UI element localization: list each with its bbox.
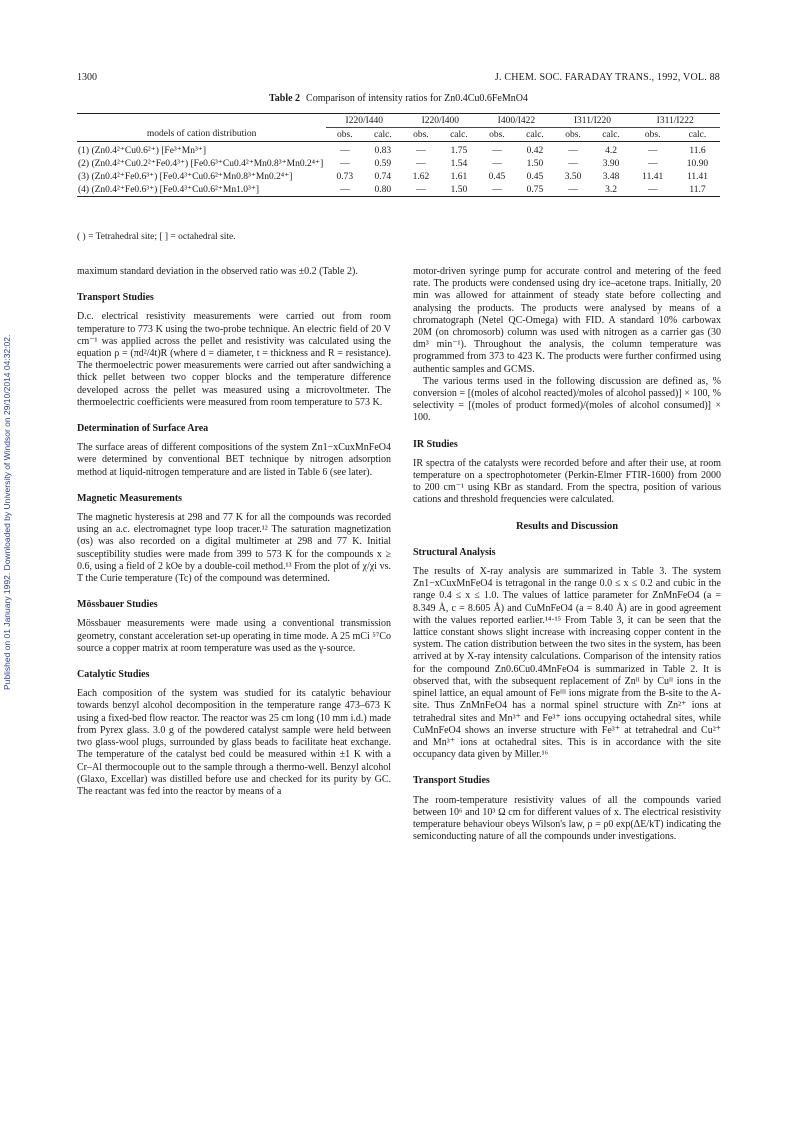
value-cell: 3.48 [602, 171, 620, 182]
major-section-heading: Results and Discussion [515, 520, 619, 532]
value-cell: — [568, 158, 578, 169]
value-cell: 1.50 [526, 158, 544, 169]
value-cell: — [326, 183, 363, 197]
value-cell: — [630, 183, 674, 197]
sub-header: obs. [554, 128, 591, 142]
value-cell: 3.90 [602, 158, 620, 169]
value-cell: — [647, 158, 658, 169]
sub-header: calc. [675, 128, 720, 142]
value-cell: 1.62 [412, 171, 430, 182]
left-column [77, 266, 391, 798]
value-cell: 11.41 [642, 171, 664, 182]
value-cell: 0.42 [526, 145, 544, 156]
models-header: models of cation distribution [77, 128, 326, 142]
value-cell: 4.2 [605, 145, 617, 156]
value-cell: 3.2 [592, 183, 631, 197]
value-cell: 1.54 [450, 158, 468, 169]
value-cell: 0.80 [363, 183, 402, 197]
value-cell: — [554, 183, 591, 197]
table-label: Table 2 [269, 93, 301, 104]
value-cell: — [647, 145, 658, 156]
sub-header: obs. [326, 128, 363, 142]
journal-citation: J. CHEM. SOC. FARADAY TRANS., 1992, VOL. 88 [494, 72, 720, 83]
section-heading: Mössbauer Studies [77, 599, 158, 611]
paragraph: maximum standard deviation in the observed ratio was ±0.2 (Table 2). [77, 266, 358, 277]
paragraph: motor-driven syringe pump for accurate control and metering of the feed rate. The products were condensed using dry ice–acetone traps. Initially, 20 min was allowed for attainment of steady state before collecting and analysing the products. The products were analysed by means of a chromatograph (Netel QC-Omega) with FID. A standard 10% carbowax 20M (on chromosorb) column was used with nitrogen as a carrier gas (30 dm³ min⁻¹). Throughout the analysis, the column temperature was programmed from 373 to 423 K. The products were further confirmed using authentic samples and GCMS. [413, 266, 721, 375]
sub-header: obs. [630, 128, 674, 142]
value-cell: 1.50 [439, 183, 478, 197]
value-cell: 11.6 [689, 145, 706, 156]
value-cell: — [492, 145, 502, 156]
sub-header: calc. [363, 128, 402, 142]
paragraph: The surface areas of different compositions of the system Zn1−xCuxMnFeO4 were determined by conventional BET technique by nitrogen adsorption method at liquid-nitrogen temperature and are listed in Table 6 (see later). [77, 442, 391, 478]
value-cell: 1.61 [450, 171, 468, 182]
sub-header: calc. [516, 128, 555, 142]
value-cell: — [568, 145, 578, 156]
model-cell: (4) (Zn0.4²⁺Fe0.6³⁺) [Fe0.4³⁺Cu0.6²⁺Mn1.0³⁺] [77, 183, 326, 197]
table-row [77, 183, 720, 197]
paragraph: The various terms used in the following discussion are defined as, % conversion = [(moles of alcohol reacted)/moles of alcohol passed)] × 100, % selectivity = [(moles of product formed)/(moles of alcohol consumed)] × 100. [413, 375, 721, 424]
download-watermark [2, 290, 18, 690]
table-footnote: ( ) = Tetrahedral site; [ ] = octahedral site. [77, 232, 236, 242]
section-heading: Catalytic Studies [77, 669, 150, 681]
sub-header: calc. [439, 128, 478, 142]
section-heading: Transport Studies [77, 292, 154, 304]
table-row [77, 144, 720, 157]
group-header: I220/I440 [326, 114, 402, 128]
sub-header: calc. [592, 128, 631, 142]
group-header: I400/I422 [478, 114, 554, 128]
download-note: Published on 01 January 1992. Downloaded by University of Windsor on 29/10/2014 04:32:02. [2, 334, 12, 690]
table-caption [77, 93, 720, 104]
value-cell: 0.45 [526, 171, 544, 182]
section-heading: IR Studies [413, 438, 458, 450]
value-cell: 1.75 [450, 145, 468, 156]
paragraph: The magnetic hysteresis at 298 and 77 K for all the compounds was recorded using an a.c. electromagnet type loop tracer.¹² The saturation magnetization (σs) was also recorded on a digital multimeter at 298 and 77 K. Initial susceptibility studies were made from 399 to 573 K for the compounds x ≥ 0.6, using a field of 2 kOe by a double-coil method.¹³ From the plot of χ/χi vs. T the Curie temperature (Tc) of the compound was determined. [77, 512, 391, 585]
value-cell: 11.41 [686, 171, 708, 182]
sub-header: obs. [402, 128, 439, 142]
value-cell: 0.75 [516, 183, 555, 197]
value-cell: — [478, 183, 515, 197]
value-cell: 3.50 [564, 171, 582, 182]
model-cell: (2) (Zn0.4²⁺Cu0.2²⁺Fe0.4³⁺) [Fe0.6³⁺Cu0.4²⁺Mn0.8³⁺Mn0.2⁴⁺] [78, 159, 324, 169]
value-cell: 0.74 [374, 171, 392, 182]
right-column [413, 266, 721, 843]
value-cell: 11.7 [675, 183, 720, 197]
model-cell: (3) (Zn0.4²⁺Fe0.6³⁺) [Fe0.4³⁺Cu0.6²⁺Mn0.8³⁺Mn0.2⁴⁺] [78, 172, 293, 182]
table-caption-text: Comparison of intensity ratios for Zn0.4Cu0.6FeMnO4 [306, 93, 528, 104]
intensity-ratio-table [77, 113, 720, 197]
section-heading: Transport Studies [413, 775, 490, 787]
paragraph: The room-temperature resistivity values of all the compounds varied between 10⁶ and 10³ Ω cm for different values of x. The electrical resistivity temperature behaviour obeys Wilson's law, ρ = ρ0 exp(ΔE/kT) indicating the semiconducting nature of all the compounds under investigations. [413, 794, 721, 843]
section-heading: Magnetic Measurements [77, 492, 183, 504]
value-cell: 10.90 [686, 158, 709, 169]
value-cell: — [416, 158, 426, 169]
table-row [77, 157, 720, 170]
section-heading: Structural Analysis [413, 546, 496, 558]
group-header: I220/I400 [402, 114, 478, 128]
value-cell: — [492, 158, 502, 169]
value-cell: 0.45 [488, 171, 506, 182]
value-cell: 0.73 [336, 171, 354, 182]
group-header: I311/I222 [630, 114, 720, 128]
paragraph: D.c. electrical resistivity measurements were carried out from room temperature to 773 K using the two-probe technique. An electric field of 20 V cm⁻¹ was applied across the pellet and resistivity was calculated using the equation ρ = (πd²/4t)R (where d = diameter, t = thickness and R = resistance). The thermoelectric power measurements were carried out after sandwiching a thick pellet between two copper blocks and the temperature difference developed across the pellet was measured using a microvoltmeter. The thermoelectric coefficients were measured from room temperature to 573 K. [77, 311, 391, 408]
sub-header: obs. [478, 128, 515, 142]
group-header: I311/I220 [554, 114, 630, 128]
value-cell: 0.59 [374, 158, 392, 169]
paragraph: IR spectra of the catalysts were recorded before and after their use, at room temperature on a spectrophotometer (Perkin-Elmer FTIR-1600) from 2000 to 200 cm⁻¹ using KBr as standard. From the spectra, position of various cations and threshold frequencies were calculated. [413, 457, 721, 506]
paragraph: The results of X-ray analysis are summarized in Table 3. The system Zn1−xCuxMnFeO4 is tetragonal in the range 0.0 ≤ x ≤ 0.2 and cubic in the range 0.4 ≤ x ≤ 1.0. The values of lattice parameter for ZnMnFeO4 (a = 8.349 Å, c = 8.605 Å) and CuMnFeO4 (a = 8.40 Å) are in good agreement with the values reported earlier.¹⁴·¹⁵ From Table 3, it can be seen that the lattice constant shows slight increase with increasing copper content in the system. The cation distribution between the two sites in the system, has been arrived at by X-ray intensity calculations. Comparison of the intensity ratios for the compound Zn0.6Cu0.4MnFeO4 is summarized in Table 2. It is observed that, with the subsequent replacement of Znᴵᴵ by Cuᴵᴵ ions in the spinel lattice, an equal amount of Feᴵᴵᴵ ions migrate from the B-site to the A-site. Thus ZnMnFeO4 has a normal spinel structure with Zn²⁺ ions at tetrahedral sites and Mn³⁺ and Fe³⁺ ions occupying octahedral sites, while CuMnFeO4 shows an inverse structure with Fe³⁺ at tetrahedral and Cu²⁺ and Mn³⁺ ions at octahedral sites. This is in accordance with the site occupancy data given by Miller.¹⁶ [413, 566, 721, 761]
page-number: 1300 [77, 72, 97, 83]
value-cell: 0.83 [374, 145, 392, 156]
value-cell: — [416, 145, 426, 156]
model-cell: (1) (Zn0.4²⁺Cu0.6²⁺) [Fe³⁺Mn³⁺] [78, 146, 207, 156]
paragraph: Each composition of the system was studied for its catalytic behaviour towards benzyl alcohol decomposition in the temperature range 473–673 K using a fixed-bed flow reactor. The reactor was 25 cm long (10 mm i.d.) made from Pyrex glass. 3.0 g of the powdered catalyst sample were held between two glass-wool plugs, surrounded by glass beads to facilitate heat exchange. The temperature of the catalyst bed could be measured within ±1 K with a Cr–Al thermocouple out to the sample through a thermo-well. Benzyl alcohol (Glaxo, Excellar) was distilled before use and checked for its purity by GC. The reactant was fed into the reactor by means of a [77, 688, 391, 797]
paragraph: Mössbauer measurements were made using a conventional transmission geometry, constant acceleration set-up operating in time mode. A 25 mCi ⁵⁷Co source a copper matrix at room temperature was used as the γ-source. [77, 618, 391, 654]
value-cell: — [340, 158, 350, 169]
value-cell: — [402, 183, 439, 197]
section-heading: Determination of Surface Area [77, 423, 209, 435]
value-cell: — [340, 145, 350, 156]
table-row [77, 170, 720, 183]
